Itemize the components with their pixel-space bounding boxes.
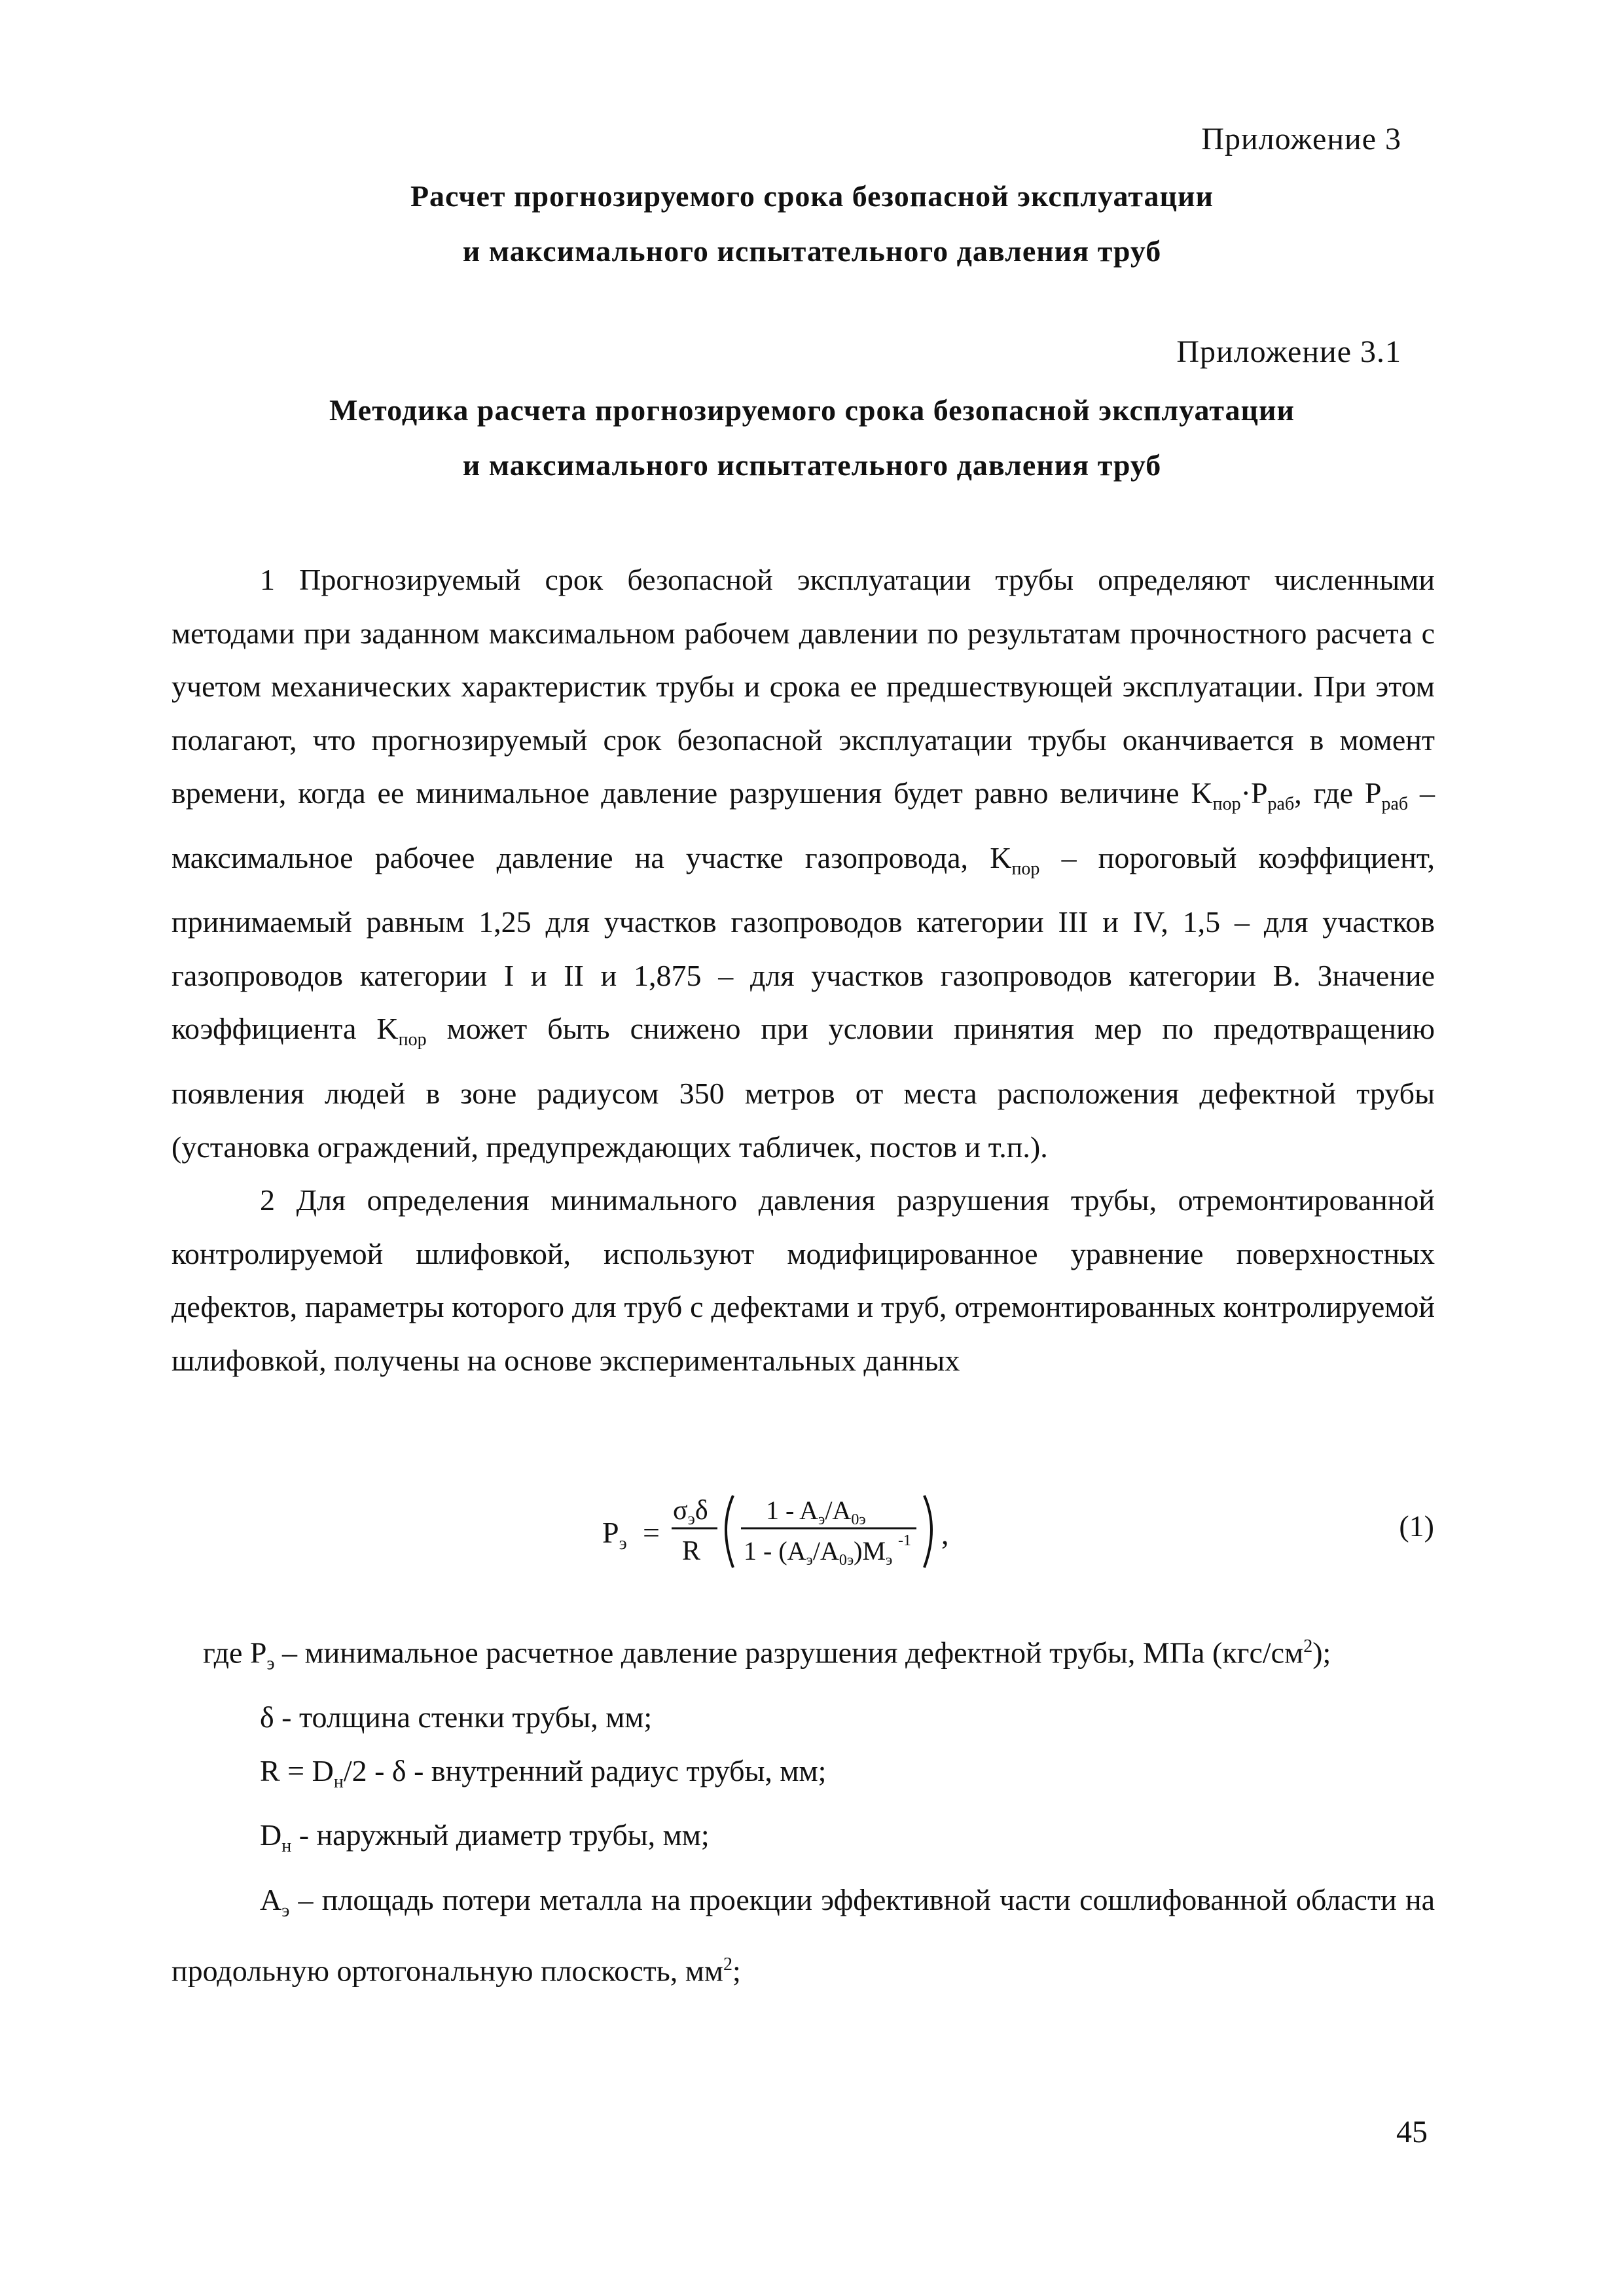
svg-text:1 - (Aэ/A0э)Mэ: $1 - (A_э/A_{0э})M_э$ <box>744 1536 893 1569</box>
annex-3-label: Приложение 3 <box>1201 122 1401 156</box>
annex-3-1-title-line-1: Методика расчета прогнозируемого срока безопасной эксплуатации <box>329 393 1295 427</box>
page-number: 45 <box>1396 2115 1428 2149</box>
svg-text:=: = <box>643 1516 660 1549</box>
svg-text:R: R <box>682 1536 701 1566</box>
definition-dn: $D_н$ - наружный диаметр трубы, мм; <box>260 1818 710 1857</box>
definition-ae: $A_э$ – площадь потери металла на проекции эффективной части сошлифованной области на продольную ортогональную плоскость, $мм^2$; <box>171 1882 1435 1987</box>
svg-text:1 - Aэ/A0э: $1 - A_э/A_{0э}$ <box>766 1496 866 1528</box>
definition-pe: где $P_э$ – минимальное расчетное давление разрушения дефектной трубы, МПа $(кгс/см^2)$; <box>203 1636 1331 1674</box>
svg-text:σэδ: σэδ <box>673 1496 708 1528</box>
svg-text:Pэ: $P_э$ <box>602 1516 627 1554</box>
paragraph-2: 2 Для определения минимального давления разрушения трубы, отремонтированной контролируемой шлифовкой, используют модифицированное уравнение поверхностных дефектов, параметры которого для труб с дефектами и труб, отремонтированных контролируемой шлифовкой, получены на основе экспериментальных данных <box>171 1183 1435 1377</box>
formula-graphic <box>602 1476 1008 1594</box>
annex-3-1-title-line-2: и максимального испытательного давления труб <box>462 448 1162 482</box>
body-text <box>171 553 1435 1387</box>
annex-3-title-line-2: и максимального испытательного давления труб <box>462 234 1162 268</box>
equation-number: (1) <box>1399 1509 1434 1543</box>
svg-text:-1: -1 <box>898 1532 911 1549</box>
definitions-list <box>171 1620 1435 1997</box>
annex-3-title-line-1: Расчет прогнозируемого срока безопасной эксплуатации <box>410 179 1214 213</box>
paragraph-1: 1 Прогнозируемый срок безопасной эксплуатации трубы определяют численными методами при заданном максимальном рабочем давлении по результатам прочностного расчета с учетом механических характеристик трубы и срока ее предшествующей эксплуатации. При этом полагают, что прогнозируемый срок безопасной эксплуатации трубы оканчивается в момент времени, когда ее минимальное давление разрушения будет равно величине $K_{пор}\cdot P_{раб}$, где $P_{раб}$ – максимальное рабочее давление на участке газопровода, $K_{пор}$ – пороговый коэффициент, принимаемый равным 1,25 для участков газопроводов категории III и IV, 1,5 – для участков газопроводов категории I и II и 1,875 – для участков газопроводов категории В. Значение коэффициента $K_{пор}$ может быть снижено при условии принятия мер по предотвращению появления людей в зоне радиусом 350 метров от места расположения дефектной трубы (установка ограждений, предупреждающих табличек, постов и т.п.). <box>171 563 1435 1164</box>
formula-1 <box>0 1476 1624 1594</box>
definition-delta: δ - толщина стенки трубы, мм; <box>260 1700 653 1734</box>
svg-text:,: , <box>941 1517 949 1551</box>
definition-r: $R = D_н/2 - \delta$ - внутренний радиус трубы, мм; <box>260 1753 827 1792</box>
annex-3-1-label: Приложение 3.1 <box>1176 334 1401 369</box>
